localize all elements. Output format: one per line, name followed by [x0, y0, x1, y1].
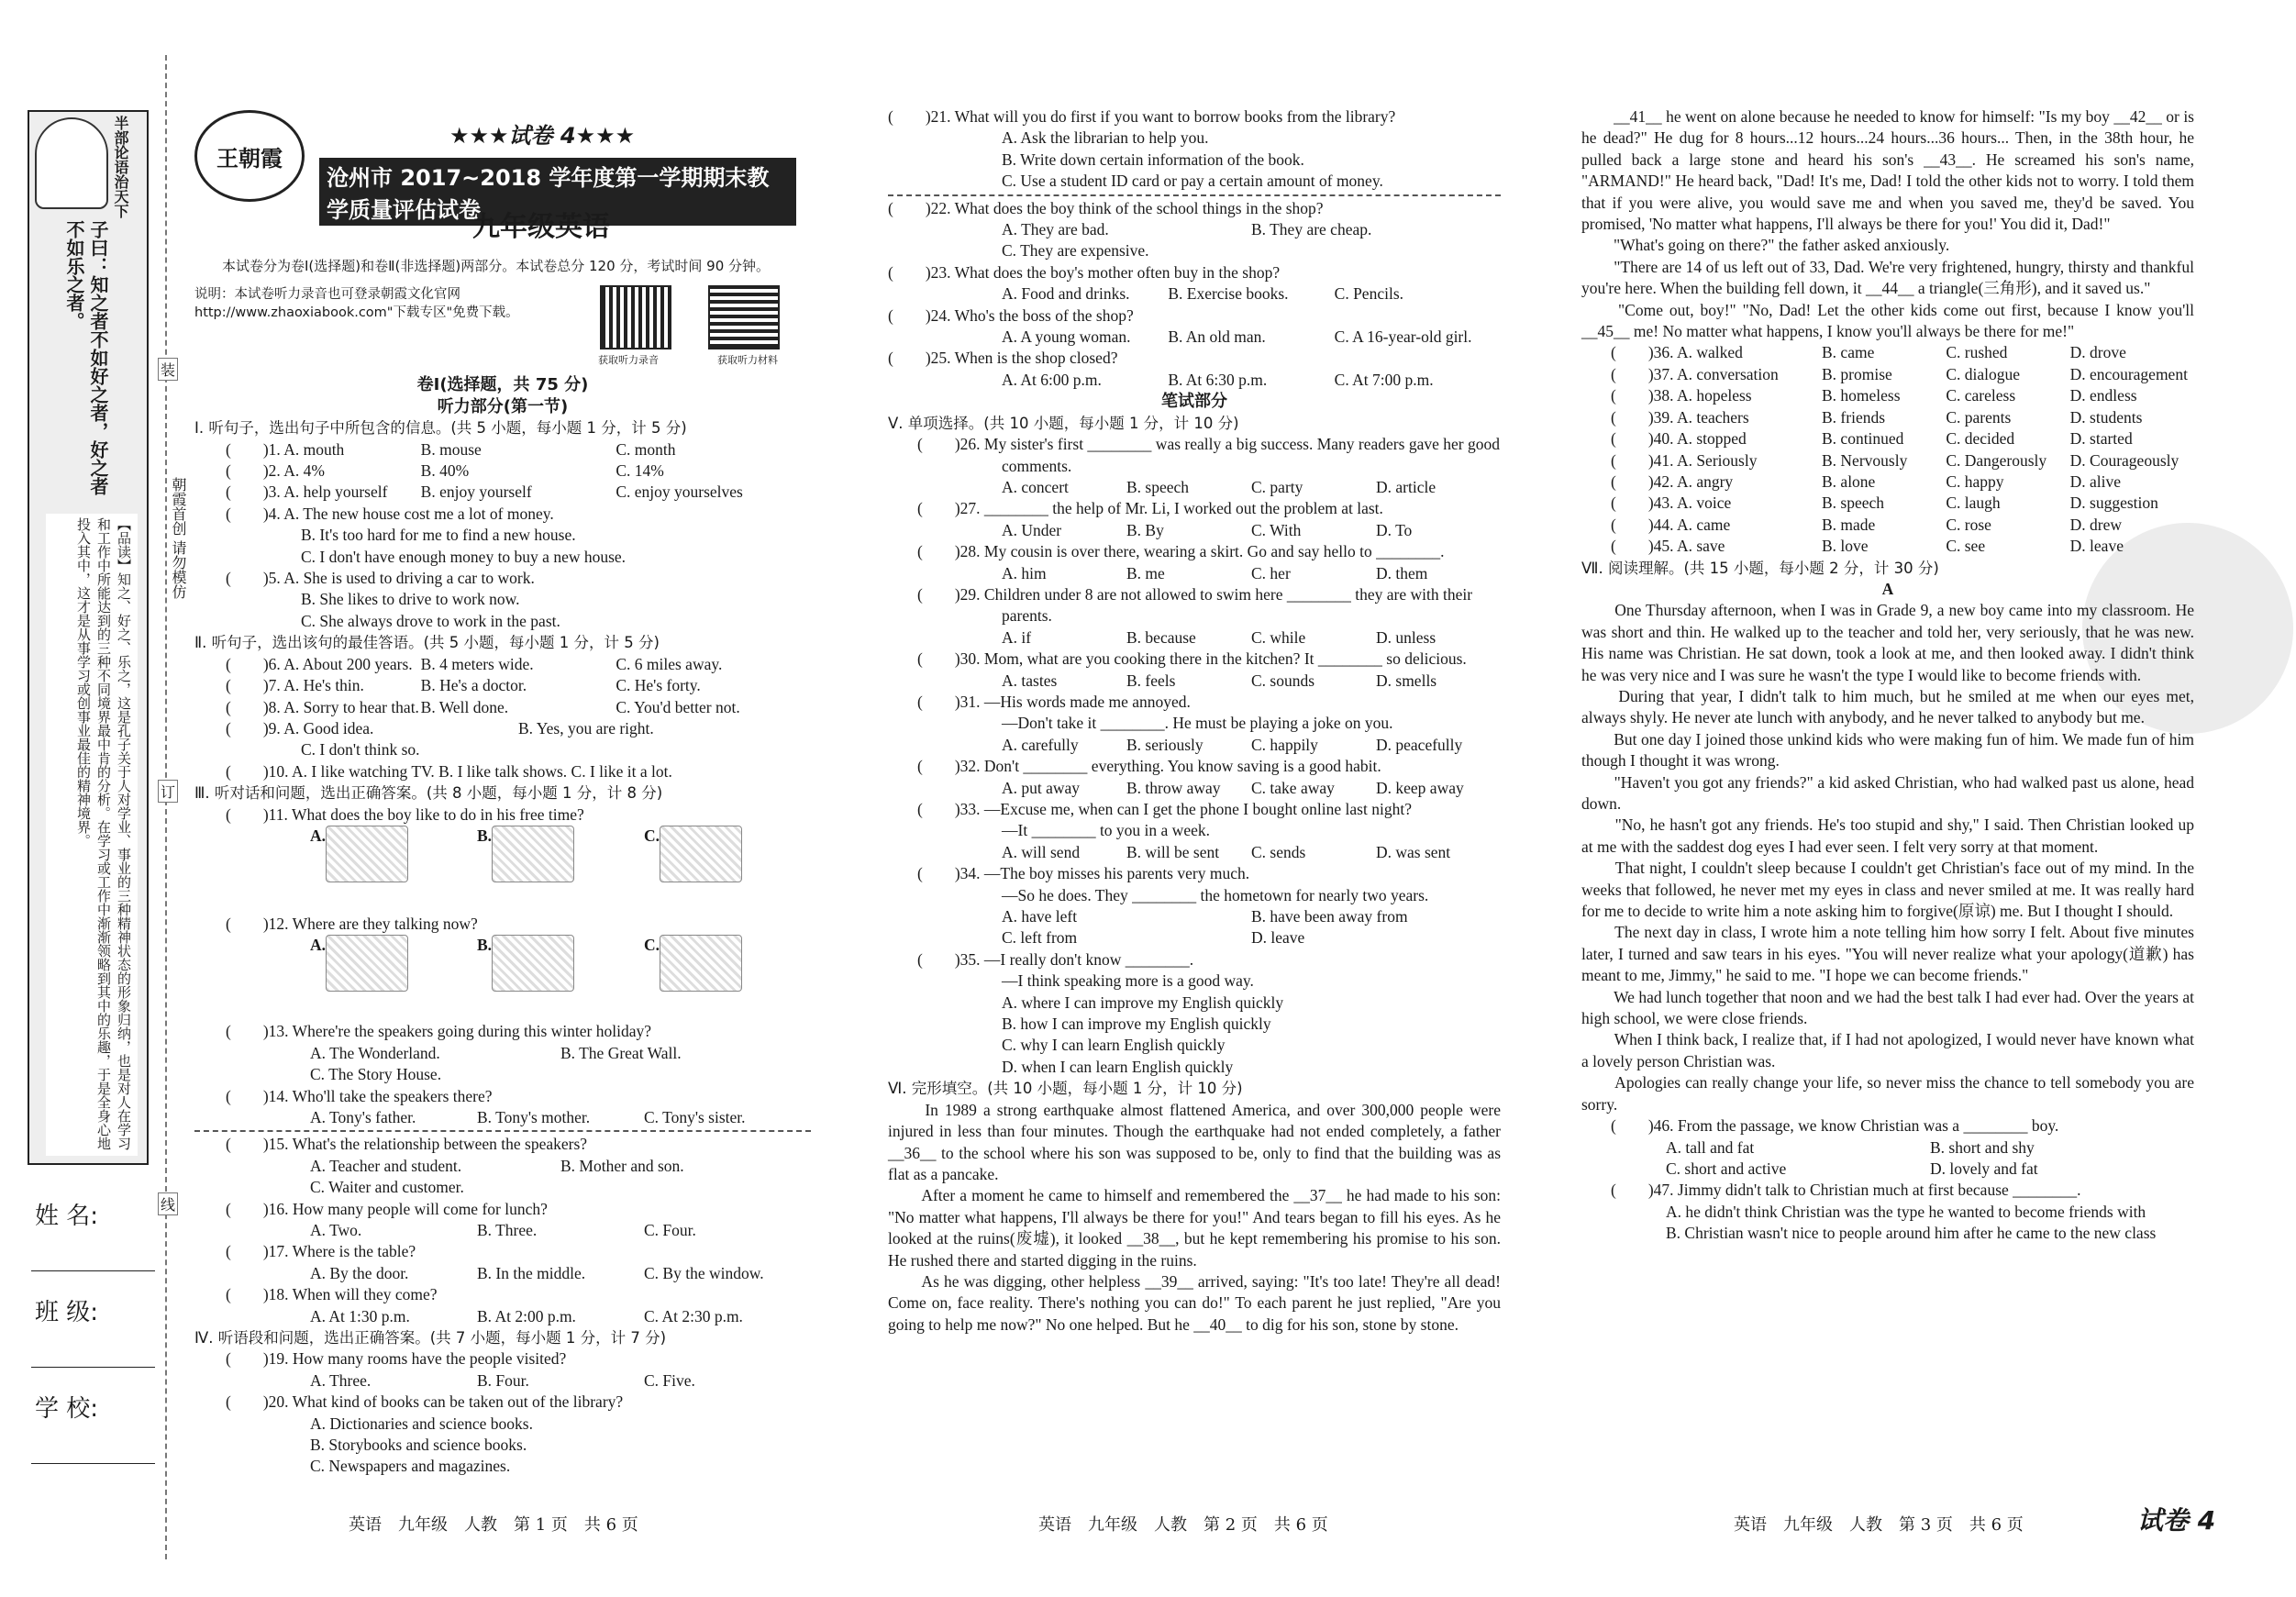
question-8[interactable]	[194, 697, 811, 718]
page-3-footer: 英语 九年级 人教 第 3 页 共 6 页	[1734, 1515, 2024, 1535]
reading-paragraph-4: "Haven't you got any friends?" a kid asked Christian, who had walked past us alone, head down.	[1581, 772, 2194, 813]
question-47[interactable]	[1581, 1180, 2194, 1244]
q14-stem: ( )14. Who'll take the speakers there?	[226, 1086, 493, 1105]
q47-b: B. Christian wasn't nice to people around him after he came to the new class	[1666, 1224, 2157, 1243]
q33-b: B. will be sent	[1126, 842, 1220, 861]
q5-c: C. She always drove to work in the past.	[301, 611, 560, 630]
q24-c: C. A 16-year-old girl.	[1334, 327, 1472, 347]
q8-b: B. Well done.	[420, 697, 509, 716]
question-35[interactable]	[888, 949, 1501, 1078]
sidebar-brand: 半部论语治天下	[112, 116, 129, 218]
q3-b: B. enjoy yourself	[420, 482, 532, 502]
q23-c: C. Pencils.	[1334, 284, 1404, 304]
question-44: ( )44. A. came B. made C. rose D. drew	[1611, 515, 2123, 534]
binding-line	[165, 55, 167, 1559]
q46-stem: ( )46. From the passage, we know Christian was a ________ boy.	[1611, 1116, 2059, 1136]
q34-b: B. have been away from	[1251, 907, 1408, 926]
question-25[interactable]	[888, 348, 1501, 391]
q2-b: B. 40%	[420, 461, 470, 481]
qr-material-caption: 获取听力材料	[717, 354, 778, 366]
reading-paragraph-6: That night, I couldn't sleep because I couldn't get Christian's face out of my mind. In the weeks that followed, he never met my eyes in class and never smiled at me. It was really hard for me to decide to write him a note asking him to forgive(原谅) me. But I thought I should.	[1581, 859, 2194, 921]
q5-b: B. She likes to drive to work now.	[301, 590, 520, 609]
q15-stem: ( )15. What's the relationship between the speakers?	[226, 1135, 588, 1154]
q47-stem: ( )47. Jimmy didn't talk to Christian much at first because ________.	[1611, 1181, 2081, 1200]
q29-a: A. if	[1002, 627, 1032, 647]
q34-d: D. leave	[1251, 928, 1305, 948]
q11-pictures[interactable]	[194, 826, 811, 914]
question-23[interactable]	[888, 262, 1501, 305]
question-26[interactable]	[888, 434, 1501, 498]
q46-d: D. lovely and fat	[1930, 1159, 2038, 1178]
question-15[interactable]	[194, 1134, 811, 1198]
section-5-heading: Ⅴ. 单项选择。(共 10 小题，每小题 1 分，计 10 分)	[888, 414, 1239, 432]
qr-audio[interactable]	[600, 285, 671, 349]
q31-b: B. seriously	[1126, 735, 1203, 754]
page-3	[1581, 106, 2194, 1245]
sidebar-commentary: 【品读】知之、好之、乐之，这是孔子关于人对学业、事业的三种精神状态的形象归纳，也是对人在学习和工作中所能达到的三种不同境界最中肯的分析。在学习或工作中渐渐领略到其中的乐趣，于是全身心地投入其中，这才是从事学习或创事业最佳的精神境界。	[46, 514, 138, 1156]
school-field-label: 学 校:	[35, 1395, 99, 1423]
written-heading: 笔试部分	[1161, 392, 1227, 412]
q30-d: D. smells	[1376, 671, 1437, 690]
question-10[interactable]: ( )10. A. I like watching TV. B. I like talk shows. C. I like it a lot.	[226, 761, 672, 781]
question-28[interactable]	[888, 541, 1501, 584]
page-2-footer: 英语 九年级 人教 第 2 页 共 6 页	[1038, 1515, 1328, 1535]
q31-stem: ( )31. —His words made me annoyed.	[917, 692, 1191, 711]
bookstore-picture	[492, 935, 574, 992]
q2-a: ( )2. A. 4%	[226, 461, 325, 481]
binding-mark-1: 装	[158, 358, 178, 381]
q32-stem: ( )32. Don't ________ everything. You know saving is a good habit.	[917, 757, 1381, 776]
q18-b: B. At 2:00 p.m.	[477, 1306, 576, 1325]
q4-b: B. It's too hard for me to find a new house.	[301, 526, 576, 545]
q35-reply: —I think speaking more is a good way.	[1002, 971, 1254, 991]
q20-c: C. Newspapers and magazines.	[310, 1457, 511, 1476]
q23-b: B. Exercise books.	[1168, 284, 1289, 304]
question-12[interactable]: ( )12. Where are they talking now?	[226, 914, 478, 933]
q24-stem: ( )24. Who's the boss of the shop?	[888, 305, 1134, 325]
school-field-line[interactable]	[31, 1463, 155, 1464]
q24-b: B. An old man.	[1168, 327, 1266, 347]
q5-a: ( )5. A. She is used to driving a car to work.	[226, 569, 535, 588]
brand-logo	[194, 110, 305, 202]
section-7-heading: Ⅶ. 阅读理解。(共 15 小题，每小题 2 分，计 30 分)	[1581, 559, 1939, 577]
exam-title: 沧州市 2017~2018 学年度第一学期期末教学质量评估试卷	[319, 158, 796, 226]
cloze-paragraph-4: __41__ he went on alone because he needed to know for himself: "Is my boy __42__ or is he dead?" He dug for 8 hours...12 hours...24 hours...36 hours... Then, in the 38th hour, he pulled back a large stone and heard his son's __43__. He screamed his son's name, "ARMAND!" He heard back, "Dad! It's me, Dad! I told the other kids not to worry. I told them that if you were alive, you would save me and when you saved me, they'd be saved. You promised, 'No matter what happens, I'll always be there for you!' You did it, Dad!"	[1581, 107, 2194, 234]
q16-b: B. Three.	[477, 1221, 538, 1239]
q26-b: B. speech	[1126, 477, 1190, 496]
reading-paragraph-3: But one day I joined those unkind kids who were making fun of him. We made fun of him though I thought it was wrong.	[1581, 729, 2194, 771]
q7-c: C. He's forty.	[616, 676, 701, 695]
question-32[interactable]	[888, 756, 1501, 799]
q32-c: C. take away	[1251, 778, 1335, 797]
q19-c: C. Five.	[644, 1370, 695, 1390]
exam-subtitle: 九年级英语	[472, 211, 610, 243]
reading-paragraph-7: The next day in class, I wrote him a note telling him how sorry I felt. About five minutes later, I turned and saw tears in his eyes. "You will never realize what your apology(道歉) has meant to me, Jimmy," he said to me. "I hope we can become friends."	[1581, 923, 2194, 985]
q13-c: C. The Story House.	[310, 1065, 442, 1084]
intro-text: 本试卷分为卷Ⅰ(选择题)和卷Ⅱ(非选择题)两部分。本试卷总分 120 分，考试时间 90 分钟。	[222, 258, 771, 274]
question-39: ( )39. A. teachers B. friends C. parents D. students	[1611, 407, 2143, 427]
street-picture	[660, 935, 742, 992]
q33-d: D. was sent	[1376, 842, 1451, 861]
q21-a: A. Ask the librarian to help you.	[1002, 128, 1209, 148]
question-3[interactable]	[194, 482, 811, 503]
q15-c: C. Waiter and customer.	[310, 1178, 464, 1197]
q13-stem: ( )13. Where're the speakers going during this winter holiday?	[226, 1022, 652, 1041]
q1-a: ( )1. A. mouth	[226, 439, 345, 459]
q18-a: A. At 1:30 p.m.	[310, 1306, 410, 1325]
q13-b: B. The Great Wall.	[560, 1043, 682, 1062]
q29-b: B. because	[1126, 627, 1196, 647]
question-46[interactable]	[1581, 1115, 2194, 1180]
question-17[interactable]	[194, 1241, 811, 1284]
q27-b: B. By	[1126, 520, 1164, 539]
q14-a: A. Tony's father.	[310, 1107, 416, 1126]
question-20[interactable]	[194, 1392, 811, 1478]
question-37: ( )37. A. conversation B. promise C. dialogue D. encouragement	[1611, 364, 2188, 383]
question-7[interactable]	[194, 675, 811, 696]
q34-reply: —So he does. They ________ the hometown for nearly two years.	[1002, 885, 1429, 904]
paper-tag: 试卷 4	[2137, 1505, 2216, 1536]
reading-paragraph-1: One Thursday afternoon, when I was in Grade 9, a new boy came into my classroom. He was short and thin. He walked up to the teacher and told her, very seriously, that he was new. His name was Christian. He sat down, took a look at me, and then looked away. I didn't think he was very nice and I was sure he wasn't the type I would like to become friends with.	[1581, 601, 2194, 684]
q27-stem: ( )27. ________ the help of Mr. Li, I worked out the problem at last.	[917, 499, 1383, 518]
q28-stem: ( )28. My cousin is over there, wearing a skirt. Go and say hello to ________.	[917, 542, 1445, 561]
q14-c: C. Tony's sister.	[644, 1107, 746, 1126]
divider	[194, 1130, 811, 1132]
page-2	[888, 106, 1501, 1336]
question-30[interactable]	[888, 649, 1501, 692]
q34-a: A. have left	[1002, 907, 1078, 926]
q33-stem: ( )33. —Excuse me, when can I get the phone I bought online last night?	[917, 800, 1412, 818]
q26-d: D. article	[1376, 477, 1436, 496]
q3-c: C. enjoy yourselves	[616, 482, 743, 502]
q31-a: A. carefully	[1002, 735, 1079, 754]
q3-a: ( )3. A. help yourself	[226, 482, 388, 502]
reading-paragraph-2: During that year, I didn't talk to him much, but he smiled at me when our eyes met, always shyly. He never ate lunch with anybody, and he never talked to anybody but me.	[1581, 686, 2194, 727]
q47-a: A. he didn't think Christian was the type he wanted to become friends with	[1666, 1202, 2146, 1221]
q34-stem: ( )34. —The boy misses his parents very much.	[917, 864, 1250, 883]
page-1-footer: 英语 九年级 人教 第 1 页 共 6 页	[349, 1515, 638, 1535]
q35-stem: ( )35. —I really don't know ________.	[917, 949, 1194, 969]
q30-c: C. sounds	[1251, 671, 1315, 690]
reading-paragraph-5: "No, he hasn't got any friends. He's too stupid and shy," I said. Then Christian looked up at me with the saddest dog eyes I had ever seen. I felt very sorry at that moment.	[1581, 815, 2194, 856]
q8-c: C. You'd better not.	[616, 697, 740, 716]
q27-a: A. Under	[1002, 520, 1062, 539]
section-3-heading: Ⅲ. 听对话和问题，选出正确答案。(共 8 小题，每小题 1 分，计 8 分)	[194, 784, 663, 803]
q4-a: ( )4. A. The new house cost me a lot of money.	[226, 504, 554, 523]
question-1[interactable]	[194, 439, 811, 460]
temple-picture	[326, 935, 408, 992]
q17-b: B. In the middle.	[477, 1263, 586, 1282]
q35-b: B. how I can improve my English quickly	[1002, 1015, 1271, 1034]
question-36: ( )36. A. walked B. came C. rushed D. drove	[1611, 343, 2126, 362]
question-9[interactable]	[194, 718, 811, 761]
section-2-heading: Ⅱ. 听句子，选出该句的最佳答语。(共 5 小题，每小题 1 分，计 5 分)	[194, 634, 660, 652]
question-18[interactable]	[194, 1284, 811, 1327]
section-6-heading: Ⅵ. 完形填空。(共 10 小题，每小题 1 分，计 10 分)	[888, 1080, 1243, 1098]
q33-reply: —It ________ to you in a week.	[1002, 821, 1210, 840]
q18-c: C. At 2:30 p.m.	[644, 1306, 743, 1325]
class-field-label: 班 级:	[35, 1299, 99, 1326]
q29-c: C. while	[1251, 627, 1306, 647]
q16-stem: ( )16. How many people will come for lunch?	[226, 1199, 548, 1218]
q12-a-label: A.	[310, 936, 327, 955]
question-41: ( )41. A. Seriously B. Nervously C. Dangerously D. Courageously	[1611, 450, 2180, 470]
q7-b: B. He's a doctor.	[420, 676, 527, 695]
swimming-picture	[492, 826, 574, 882]
question-38: ( )38. A. hopeless B. homeless C. careless D. endless	[1611, 386, 2137, 405]
sidebar-quote: 子曰：知之者不如好之者，好之者不如乐之者。	[63, 220, 109, 495]
q24-a: A. A young woman.	[1002, 327, 1131, 347]
q46-b: B. short and shy	[1930, 1137, 2035, 1157]
brand-logo-text: 王朝霞	[216, 145, 283, 172]
q9-c: C. I don't think so.	[301, 740, 420, 760]
q29-stem: ( )29. Children under 8 are not allowed to swim here ________ they are with their parents.	[917, 584, 1473, 626]
q28-a: A. him	[1002, 563, 1047, 582]
q19-b: B. Four.	[477, 1370, 529, 1390]
question-21[interactable]	[888, 106, 1501, 193]
q27-c: C. With	[1251, 520, 1302, 539]
sidebar-mascot	[35, 117, 108, 209]
question-34[interactable]	[888, 863, 1501, 949]
q7-a: ( )7. A. He's thin.	[226, 676, 364, 695]
q46-c: C. short and active	[1666, 1159, 1787, 1178]
question-2[interactable]	[194, 460, 811, 482]
q30-a: A. tastes	[1002, 671, 1058, 690]
q19-a: A. Three.	[310, 1370, 372, 1390]
question-5[interactable]	[194, 568, 811, 632]
q12-pictures[interactable]	[194, 935, 811, 1021]
page-1	[194, 255, 811, 1478]
q33-c: C. sends	[1251, 842, 1306, 861]
q28-b: B. me	[1126, 563, 1165, 582]
q16-c: C. Four.	[644, 1221, 696, 1239]
q12-c-label: C.	[644, 936, 660, 955]
q6-a: ( )6. A. About 200 years.	[226, 654, 413, 673]
q4-c: C. I don't have enough money to buy a new house.	[301, 547, 627, 566]
q35-a: A. where I can improve my English quickly	[1002, 993, 1284, 1012]
q35-d: D. when I can learn English quickly	[1002, 1057, 1234, 1076]
q20-stem: ( )20. What kind of books can be taken out of the library?	[226, 1392, 624, 1412]
q13-a: A. The Wonderland.	[310, 1043, 440, 1062]
q12-b-label: B.	[477, 936, 493, 955]
part-1-heading: 卷Ⅰ(选择题，共 75 分)	[416, 375, 589, 395]
question-22[interactable]	[888, 198, 1501, 262]
q18-stem: ( )18. When will they come?	[226, 1285, 438, 1304]
question-29[interactable]	[888, 584, 1501, 649]
q22-b: B. They are cheap.	[1251, 220, 1372, 239]
qr-audio-caption: 获取听力录音	[598, 354, 659, 366]
q26-a: A. concert	[1002, 477, 1069, 496]
q15-b: B. Mother and son.	[560, 1156, 684, 1175]
stamp-text: 朝霞首创 请勿模仿	[170, 477, 187, 600]
q31-c: C. happily	[1251, 735, 1318, 754]
q30-stem: ( )30. Mom, what are you cooking there in the kitchen? It ________ so delicious.	[917, 649, 1467, 669]
q46-a: A. tall and fat	[1666, 1137, 1755, 1157]
download-note: 说明：本试卷听力录音也可登录朝霞文化官网 http://www.zhaoxiabook.com"下载专区"免费下载。	[194, 287, 519, 320]
q16-a: A. Two.	[310, 1221, 362, 1239]
q17-a: A. By the door.	[310, 1263, 409, 1282]
cloze-paragraph-7: "Come out, boy!" "No, Dad! Let the other kids come out first, because I know you'll __45__ me! No matter what happens, I know you'll always be there for me!"	[1581, 300, 2194, 341]
drawing-picture	[660, 826, 742, 882]
listening-heading: 听力部分(第一节)	[437, 396, 569, 416]
q26-stem: ( )26. My sister's first ________ was really a big success. Many readers gave her good comments.	[917, 435, 1500, 475]
q22-stem: ( )22. What does the boy think of the school things in the shop?	[888, 198, 1324, 217]
question-16[interactable]	[194, 1199, 811, 1242]
q11-b-label: B.	[477, 826, 493, 845]
section-4-heading: Ⅳ. 听语段和问题，选出正确答案。(共 7 小题，每小题 1 分，计 7 分)	[194, 1329, 667, 1347]
section-1-heading: Ⅰ. 听句子，选出句子中所包含的信息。(共 5 小题，每小题 1 分，计 5 分)	[194, 419, 687, 438]
cloze-paragraph-2: After a moment he came to himself and remembered the __37__ he had made to his son: "No matter what happens, I'll always be there for you!" And tears began to fill his eyes. As he looked at the ruins(废墟), it looked __38__, but he kept remembering his promise to his son. He rushed there and started digging in the ruins.	[888, 1186, 1501, 1270]
q20-a: A. Dictionaries and science books.	[310, 1414, 533, 1433]
class-field-line[interactable]	[31, 1367, 155, 1368]
q25-b: B. At 6:30 p.m.	[1168, 370, 1268, 389]
q27-d: D. To	[1376, 520, 1413, 539]
cloze-paragraph-3: As he was digging, other helpless __39__ arrived, saying: "It's too late! They're all dead! Come on, face reality. There's nothing you can do!" To each parent he just replied, "Are you going to help me now?" No one helped. But he __40__ to dig for his son, stone by stone.	[888, 1271, 1501, 1334]
binding-mark-3: 线	[158, 1192, 178, 1215]
name-field-line[interactable]	[31, 1270, 155, 1271]
divider	[888, 194, 1501, 196]
cloze-options[interactable]	[1581, 342, 2194, 557]
q1-b: B. mouse	[420, 439, 482, 459]
reading-paragraph-9: When I think back, I realize that, if I had not apologized, I would never have known what a lovely person Christian was.	[1581, 1030, 2194, 1070]
q33-a: A. will send	[1002, 842, 1081, 861]
q32-d: D. keep away	[1376, 778, 1464, 797]
q17-stem: ( )17. Where is the table?	[226, 1242, 416, 1261]
question-43: ( )43. A. voice B. speech C. laugh D. suggestion	[1611, 494, 2158, 513]
q31-d: D. peacefully	[1376, 735, 1463, 754]
question-27[interactable]	[888, 498, 1501, 541]
q25-a: A. At 6:00 p.m.	[1002, 370, 1102, 389]
q21-stem: ( )21. What will you do first if you want to borrow books from the library?	[888, 107, 1396, 126]
q32-b: B. throw away	[1126, 778, 1221, 797]
passage-a-label: A	[1881, 579, 1894, 598]
q25-stem: ( )25. When is the shop closed?	[888, 349, 1118, 368]
q35-c: C. why I can learn English quickly	[1002, 1036, 1226, 1055]
q31-reply: —Don't take it ________. He must be playing a joke on you.	[1002, 714, 1393, 733]
playing-football-picture	[326, 826, 408, 882]
question-33[interactable]	[888, 799, 1501, 863]
q25-c: C. At 7:00 p.m.	[1334, 370, 1434, 389]
cloze-paragraph-5: "What's going on there?" the father asked anxiously.	[1581, 236, 1950, 255]
question-14[interactable]	[194, 1086, 811, 1129]
q22-a: A. They are bad.	[1002, 220, 1109, 239]
q6-b: B. 4 meters wide.	[420, 654, 534, 673]
question-19[interactable]	[194, 1348, 811, 1392]
q28-d: D. them	[1376, 563, 1428, 582]
question-45: ( )45. A. save B. love C. see D. leave	[1611, 537, 2124, 556]
question-4[interactable]	[194, 504, 811, 568]
q11-c-label: C.	[644, 826, 660, 845]
q2-c: C. 14%	[616, 461, 664, 481]
qr-material[interactable]	[708, 285, 780, 349]
question-24[interactable]	[888, 305, 1501, 349]
q11-a-label: A.	[310, 826, 327, 845]
exam-badge: ★★★试卷 4★★★	[449, 123, 636, 149]
question-42: ( )42. A. angry B. alone C. happy D. alive	[1611, 471, 2122, 491]
q8-a: ( )8. A. Sorry to hear that.	[226, 697, 419, 716]
cloze-paragraph-1: In 1989 a strong earthquake almost flattened America, and over 300,000 people were injured in less than four minutes. Though the earthquake had not ended completely, a father __36__ to the school where his son was supposed to be, only to find that the building was as flat as a pancake.	[888, 1100, 1501, 1183]
q19-stem: ( )19. How many rooms have the people visited?	[226, 1349, 567, 1369]
q9-a: ( )9. A. Good idea.	[226, 718, 374, 738]
q15-a: A. Teacher and student.	[310, 1156, 462, 1175]
q23-a: A. Food and drinks.	[1002, 284, 1130, 304]
q6-c: C. 6 miles away.	[616, 654, 723, 673]
binding-mark-2: 订	[158, 780, 178, 803]
q21-c: C. Use a student ID card or pay a certain amount of money.	[1002, 172, 1383, 191]
q29-d: D. unless	[1376, 627, 1436, 647]
question-40: ( )40. A. stopped B. continued C. decided D. started	[1611, 429, 2133, 449]
reading-paragraph-8: We had lunch together that noon and we had the best talk I had ever had. Over the years at high school, we were close friends.	[1581, 987, 2194, 1028]
question-6[interactable]	[194, 654, 811, 675]
q17-c: C. By the window.	[644, 1263, 764, 1282]
q21-b: B. Write down certain information of the book.	[1002, 150, 1304, 169]
q1-c: C. month	[616, 439, 676, 459]
q26-c: C. party	[1251, 477, 1303, 496]
q9-b: B. Yes, you are right.	[518, 718, 654, 738]
q22-c: C. They are expensive.	[1002, 241, 1149, 261]
question-31[interactable]	[888, 692, 1501, 756]
q34-c: C. left from	[1002, 928, 1078, 948]
question-11[interactable]: ( )11. What does the boy like to do in his free time?	[226, 804, 584, 824]
q28-c: C. her	[1251, 563, 1291, 582]
q23-stem: ( )23. What does the boy's mother often buy in the shop?	[888, 262, 1281, 282]
q30-b: B. feels	[1126, 671, 1176, 690]
q14-b: B. Tony's mother.	[477, 1107, 591, 1126]
q32-a: A. put away	[1002, 778, 1081, 797]
reading-paragraph-10: Apologies can really change your life, so never miss the chance to tell somebody you are sorry.	[1581, 1073, 2194, 1114]
question-13[interactable]	[194, 1021, 811, 1085]
cloze-paragraph-6: "There are 14 of us left out of 33, Dad. We're very frightened, hungry, thirsty and thankful you're here. When the building fell down, it __44__ a triangle(三角形), and it saved us."	[1581, 257, 2194, 298]
q20-b: B. Storybooks and science books.	[310, 1436, 527, 1455]
name-field-label: 姓 名:	[35, 1203, 99, 1230]
